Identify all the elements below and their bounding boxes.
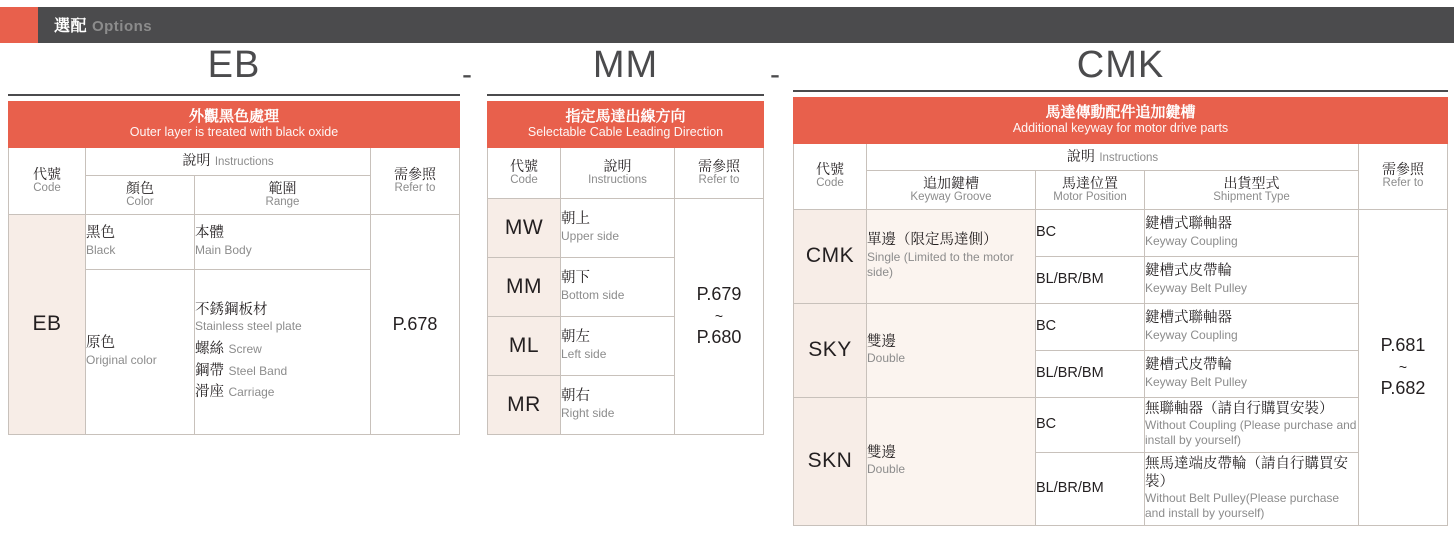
- table-cmk: [793, 97, 1448, 526]
- table-mm-title-row: [488, 102, 764, 148]
- cell-range-original: 不銹鋼板材 Stainless steel plate 螺絲 Screw 鋼帶 Steel Band 滑座 Carriage: [195, 269, 371, 434]
- cell-range-mainbody: 本體 Main Body: [195, 214, 371, 269]
- rule-cmk: [793, 90, 1448, 92]
- table-eb-title-en: Outer layer is treated with black oxide: [129, 125, 339, 140]
- options-header-bar: [0, 7, 1454, 43]
- rule-mm: [487, 94, 764, 96]
- page-title: [54, 13, 152, 37]
- cell-direction-ml: 朝左 Left side: [561, 316, 675, 375]
- cell-refer-mm: P.679 ~ P.680: [675, 198, 764, 434]
- cell-motorpos-cmk-bc: BC: [1036, 209, 1145, 256]
- table-mm-title-en: Selectable Cable Leading Direction: [527, 125, 724, 140]
- cell-shipment-sky-bl: 鍵槽式皮帶輪 Keyway Belt Pulley: [1145, 350, 1359, 397]
- cell-shipment-sky-bc: 鍵槽式聯軸器 Keyway Coupling: [1145, 303, 1359, 350]
- cell-motorpos-sky-bl: BL/BR/BM: [1036, 350, 1145, 397]
- cell-motorpos-skn-bl: BL/BR/BM: [1036, 452, 1145, 525]
- cell-code-eb: EB: [9, 214, 86, 434]
- table-row: [794, 209, 1448, 256]
- header-instructions-cmk: 說明 Instructions: [867, 143, 1359, 170]
- table-eb-title-zh: 外觀黑色處理: [188, 108, 279, 125]
- code-separator-1: -: [462, 58, 472, 91]
- table-cmk-header-row-1: [794, 143, 1448, 170]
- code-label-cmk: CMK: [1076, 44, 1165, 86]
- code-label-mm: MM: [592, 44, 659, 86]
- table-cmk-header-row-2: [794, 170, 1448, 209]
- cell-shipment-cmk-bc: 鍵槽式聯軸器 Keyway Coupling: [1145, 209, 1359, 256]
- cell-code-mw: MW: [488, 198, 561, 257]
- cell-motorpos-sky-bc: BC: [1036, 303, 1145, 350]
- header-motor-position: 馬達位置 Motor Position: [1036, 170, 1145, 209]
- cell-motorpos-skn-bc: BC: [1036, 397, 1145, 452]
- table-eb-header-row-1: [9, 147, 460, 175]
- cell-direction-mr: 朝右 Right side: [561, 375, 675, 434]
- cell-keyway-sky: 雙邊 Double: [867, 303, 1036, 397]
- cell-refer-eb: P.678: [371, 214, 460, 434]
- cell-code-sky: SKY: [794, 303, 867, 397]
- header-code-cmk: 代號 Code: [794, 143, 867, 209]
- cell-code-cmk: CMK: [794, 209, 867, 303]
- table-eb: [8, 101, 460, 435]
- cell-code-ml: ML: [488, 316, 561, 375]
- cell-direction-mm: 朝下 Bottom side: [561, 257, 675, 316]
- page-title-en: Options: [91, 18, 153, 36]
- cell-keyway-skn: 雙邊 Double: [867, 397, 1036, 525]
- header-refer-cmk: 需參照 Refer to: [1359, 143, 1448, 209]
- table-row: [9, 214, 460, 269]
- cell-shipment-skn-bl: 無馬達端皮帶輪（請自行購買安裝） Without Belt Pulley(Please purchase and install by yourself): [1145, 452, 1359, 525]
- cell-keyway-cmk: 單邊（限定馬達側） Single (Limited to the motor side): [867, 209, 1036, 303]
- cell-color-original: 原色 Original color: [86, 269, 195, 434]
- cell-motorpos-cmk-bl: BL/BR/BM: [1036, 256, 1145, 303]
- header-instructions-eb: 說明 Instructions: [86, 147, 371, 175]
- table-cmk-title-zh: 馬達傳動配件追加鍵槽: [1045, 104, 1196, 121]
- cell-color-black: 黑色 Black: [86, 214, 195, 269]
- header-shipment-type: 出貨型式 Shipment Type: [1145, 170, 1359, 209]
- table-mm-title-zh: 指定馬達出線方向: [565, 108, 686, 125]
- header-range-eb: 範圍 Range: [195, 175, 371, 214]
- table-mm-header-row: [488, 147, 764, 198]
- cell-shipment-skn-bc: 無聯軸器（請自行購買安裝） Without Coupling (Please purchase and install by yourself): [1145, 397, 1359, 452]
- header-color-eb: 顏色 Color: [86, 175, 195, 214]
- table-cmk-title-row: [794, 98, 1448, 144]
- table-mm: [487, 101, 764, 435]
- cell-shipment-cmk-bl: 鍵槽式皮帶輪 Keyway Belt Pulley: [1145, 256, 1359, 303]
- table-eb-title-row: [9, 102, 460, 148]
- cell-direction-mw: 朝上 Upper side: [561, 198, 675, 257]
- table-cmk-title-en: Additional keyway for motor drive parts: [1012, 121, 1229, 136]
- header-refer-mm: 需參照 Refer to: [675, 147, 764, 198]
- header-accent-block: [0, 7, 38, 43]
- header-keyway-groove: 追加鍵槽 Keyway Groove: [867, 170, 1036, 209]
- rule-eb: [8, 94, 460, 96]
- cell-code-skn: SKN: [794, 397, 867, 525]
- table-row: [794, 397, 1448, 452]
- table-row: [488, 198, 764, 257]
- header-code-eb: 代號 Code: [9, 147, 86, 214]
- code-label-eb: EB: [207, 44, 261, 86]
- page-title-zh: 選配: [54, 18, 88, 36]
- table-row: [794, 303, 1448, 350]
- code-letters-row: [0, 44, 1454, 96]
- header-refer-eb: 需參照 Refer to: [371, 147, 460, 214]
- header-body: [38, 7, 1454, 43]
- header-instructions-mm: 說明 Instructions: [561, 147, 675, 198]
- cell-refer-cmk: P.681 ~ P.682: [1359, 209, 1448, 525]
- cell-code-mr: MR: [488, 375, 561, 434]
- code-separator-2: -: [770, 58, 780, 91]
- cell-code-mm: MM: [488, 257, 561, 316]
- header-code-mm: 代號 Code: [488, 147, 561, 198]
